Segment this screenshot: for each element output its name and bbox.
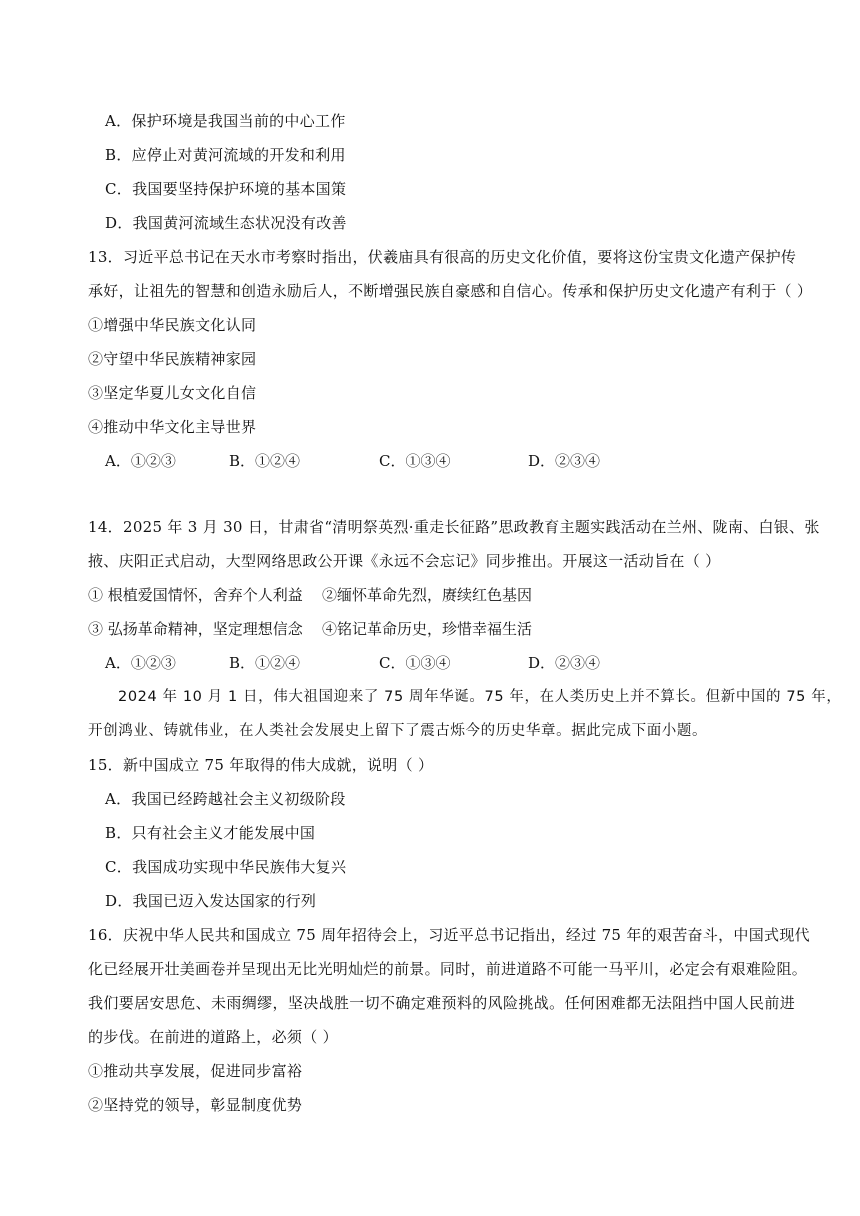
- q15-stem: 15．新中国成立 75 年取得的伟大成就，说明（ ）: [88, 756, 434, 774]
- q14-stem-line1: 14．2025 年 3 月 30 日，甘肃省“清明祭英烈·重走长征路”思政教育主题实践活动在兰州、陇南、白银、张: [88, 518, 820, 536]
- q16-stem-line1: 16．庆祝中华人民共和国成立 75 周年招待会上，习近平总书记指出，经过 75 年的艰苦奋斗，中国式现代: [88, 926, 810, 944]
- q13-choice-a: A．①②③: [105, 452, 176, 470]
- q13-stem-line1: 13．习近平总书记在天水市考察时指出，伏羲庙具有很高的历史文化价值，要将这份宝贵文化遗产保护传: [88, 248, 797, 266]
- q13-item-1: ①增强中华民族文化认同: [88, 316, 257, 334]
- q13-item-3: ③坚定华夏儿女文化自信: [88, 384, 257, 402]
- q12-option-c: C．我国要坚持保护环境的基本国策: [105, 180, 347, 198]
- q14-stem-line2: 掖、庆阳正式启动，大型网络思政公开课《永远不会忘记》同步推出。开展这一活动旨在（ ）: [88, 552, 721, 570]
- q14-choice-a: A．①②③: [105, 654, 176, 672]
- material-line1: 2024 年 10 月 1 日，伟大祖国迎来了 75 周年华诞。75 年，在人类历史上并不算长。但新中国的 75 年，: [118, 689, 842, 705]
- q16-item-1: ①推动共享发展，促进同步富裕: [88, 1062, 303, 1080]
- q14-choice-d: D．②③④: [528, 654, 601, 672]
- material-line2: 开创鸿业、铸就伟业，在人类社会发展史上留下了震古烁今的历史华章。据此完成下面小题。: [88, 723, 708, 739]
- q16-stem-line4: 的步伐。在前进的道路上，必须（ ）: [88, 1028, 338, 1046]
- q16-item-2: ②坚持党的领导，彰显制度优势: [88, 1096, 303, 1114]
- q12-option-d: D．我国黄河流域生态状况没有改善: [105, 214, 347, 232]
- q14-item-3: ③ 弘扬革命精神，坚定理想信念: [88, 620, 303, 638]
- q12-option-a: A．保护环境是我国当前的中心工作: [105, 112, 346, 130]
- q13-stem-line2: 承好，让祖先的智慧和创造永励后人，不断增强民族自豪感和自信心。传承和保护历史文化遗产有利于（ ）: [88, 282, 813, 300]
- q13-item-4: ④推动中华文化主导世界: [88, 418, 257, 436]
- q15-option-a: A．我国已经跨越社会主义初级阶段: [105, 790, 346, 808]
- q15-option-b: B．只有社会主义才能发展中国: [105, 824, 316, 842]
- q14-choice-c: C．①③④: [379, 654, 451, 672]
- q13-choice-c: C．①③④: [379, 452, 451, 470]
- q14-item-2: ②缅怀革命先烈，赓续红色基因: [322, 586, 533, 604]
- q15-option-d: D．我国已迈入发达国家的行列: [105, 892, 317, 910]
- q12-option-b: B．应停止对黄河流域的开发和利用: [105, 146, 346, 164]
- q14-choice-b: B．①②④: [229, 654, 301, 672]
- q13-choice-b: B．①②④: [229, 452, 301, 470]
- q16-stem-line3: 我们要居安思危、未雨绸缪，坚决战胜一切不确定难预料的风险挑战。任何困难都无法阻挡中国人民前进: [88, 994, 795, 1012]
- q14-item-1: ① 根植爱国情怀，舍弃个人利益: [88, 586, 303, 604]
- q13-choice-d: D．②③④: [528, 452, 601, 470]
- q13-item-2: ②守望中华民族精神家园: [88, 350, 257, 368]
- q14-item-4: ④铭记革命历史，珍惜幸福生活: [322, 620, 533, 638]
- q16-stem-line2: 化已经展开壮美画卷并呈现出无比光明灿烂的前景。同时，前进道路不可能一马平川，必定会有艰难险阻。: [88, 960, 808, 978]
- q15-option-c: C．我国成功实现中华民族伟大复兴: [105, 858, 347, 876]
